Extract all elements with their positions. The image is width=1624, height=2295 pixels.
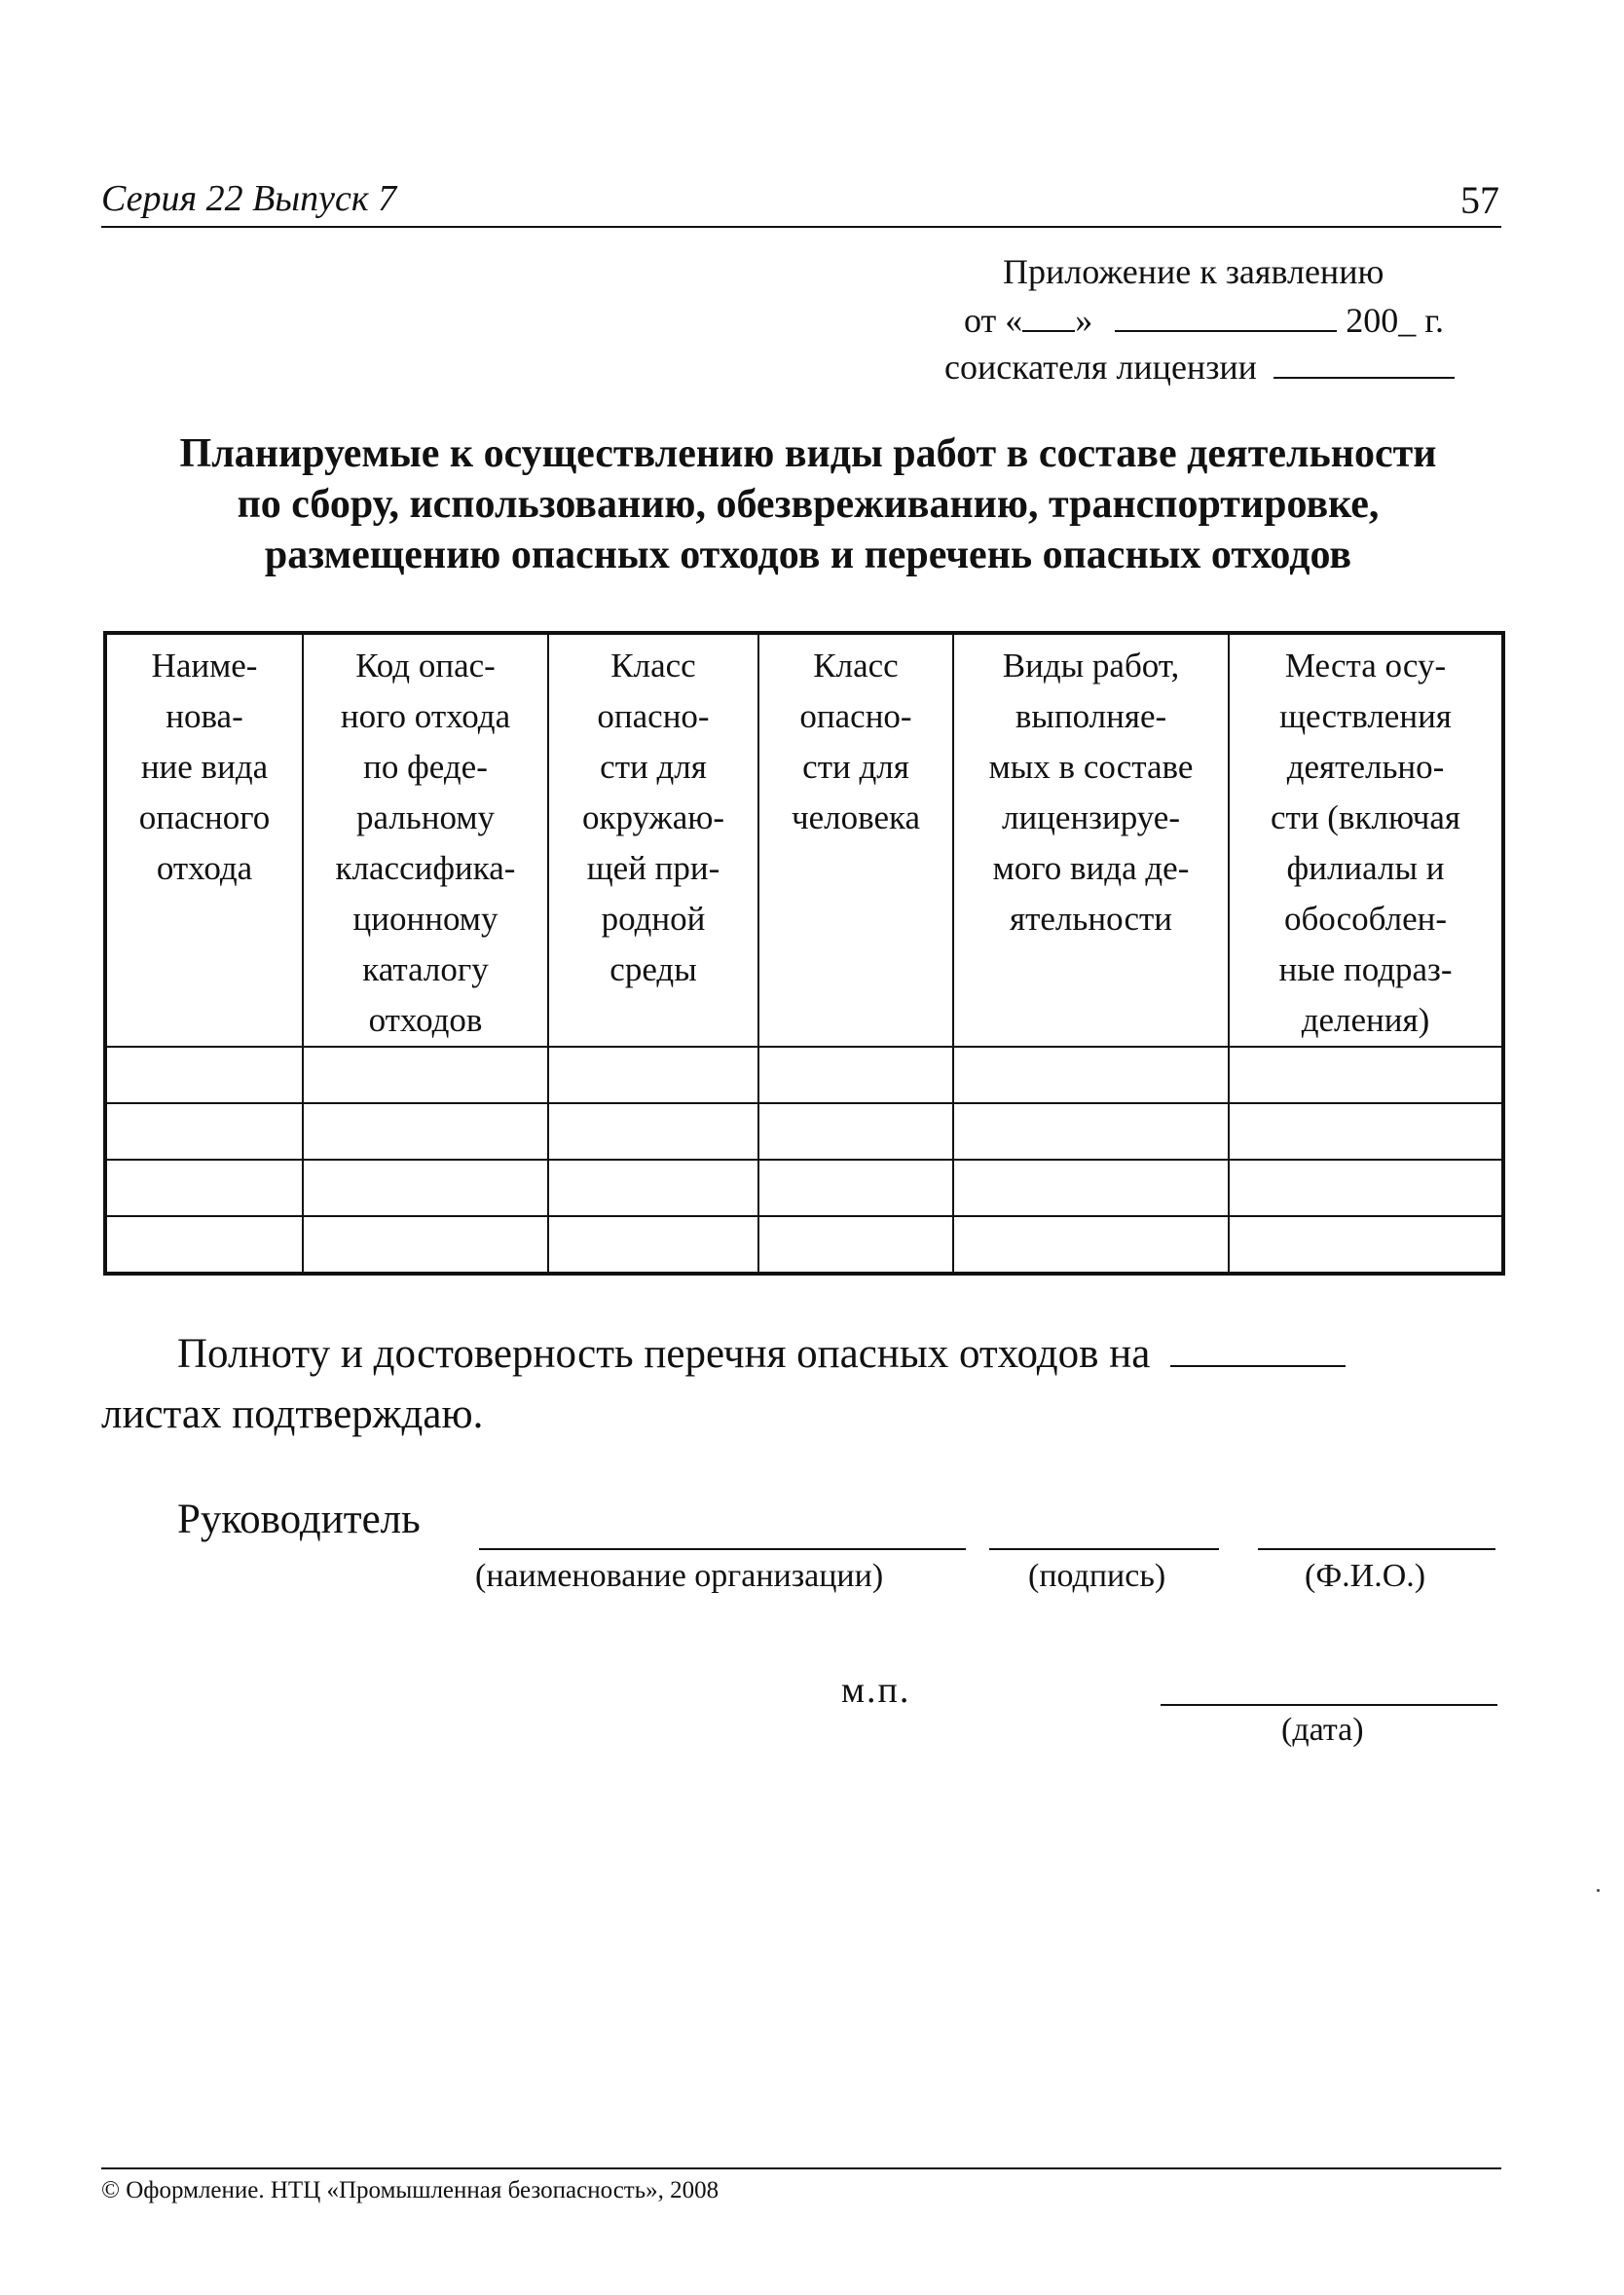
column-header-line: опасного	[138, 798, 271, 836]
organization-name-blank[interactable]	[479, 1548, 966, 1550]
full-name-caption: (Ф.И.О.)	[1305, 1558, 1426, 1594]
table-row	[105, 1103, 1503, 1160]
column-header-line: каталогу	[362, 950, 489, 988]
table-cell[interactable]	[303, 1047, 548, 1103]
page-number: 57	[1460, 178, 1499, 222]
table-cell[interactable]	[548, 1103, 758, 1160]
scan-speck	[1597, 1889, 1600, 1892]
confirmation-text-2: листах подтверждаю.	[101, 1391, 484, 1437]
day-blank[interactable]	[1022, 303, 1075, 332]
footer-divider	[101, 2167, 1501, 2169]
table-cell[interactable]	[1229, 1216, 1503, 1274]
title-line-1: Планируемые к осуществлению виды работ в составе деятельности	[179, 431, 1437, 476]
column-header-5	[953, 633, 1229, 1047]
title-line-3: размещению опасных отходов и перечень опасных отходов	[264, 533, 1352, 577]
title-line-2: по сбору, использованию, обезвреживанию, транспортировке,	[237, 482, 1380, 527]
table-cell[interactable]	[548, 1216, 758, 1274]
header-divider	[101, 226, 1501, 228]
column-header-2	[303, 633, 548, 1047]
column-header-line: отхода	[156, 849, 253, 887]
month-blank[interactable]	[1115, 303, 1337, 332]
signature-blank[interactable]	[989, 1548, 1219, 1550]
table-cell[interactable]	[303, 1160, 548, 1216]
column-header-line: Виды работ,	[1002, 647, 1180, 685]
table-cell[interactable]	[758, 1047, 953, 1103]
column-header-line: ного отхода	[340, 697, 511, 735]
column-header-line: ние вида	[140, 748, 269, 786]
column-header-line: деления)	[1301, 1001, 1430, 1039]
appendix-applicant-line	[944, 347, 1455, 388]
table-row	[105, 1047, 1503, 1103]
column-header-line: Класс	[813, 647, 899, 685]
appendix-date-mid: »	[1075, 301, 1093, 340]
column-header-line: среды	[609, 950, 697, 988]
column-header-line: ционному	[352, 900, 498, 938]
table-body	[105, 1047, 1503, 1274]
column-header-line: человека	[792, 798, 920, 836]
table-cell[interactable]	[758, 1103, 953, 1160]
column-header-line: Класс	[610, 647, 696, 685]
table-row	[105, 1216, 1503, 1274]
table-cell[interactable]	[303, 1216, 548, 1274]
appendix-heading: Приложение к заявлению	[1003, 252, 1384, 291]
date-caption: (дата)	[1281, 1712, 1364, 1748]
head-label: Руководитель	[177, 1497, 421, 1542]
column-header-line: отходов	[368, 1001, 483, 1039]
copyright-footer: © Оформление. НТЦ «Промышленная безопасность», 2008	[101, 2177, 720, 2203]
document-title	[78, 428, 1538, 580]
column-header-line: сти для	[802, 748, 909, 786]
table-row	[105, 1160, 1503, 1216]
confirmation-line-1	[101, 1324, 1513, 1385]
table-cell[interactable]	[758, 1216, 953, 1274]
column-header-line: ятельности	[1009, 900, 1173, 938]
column-header-line: деятельно-	[1286, 748, 1445, 786]
column-header-line: сти (включая	[1270, 798, 1460, 836]
appendix-date-line	[964, 300, 1444, 341]
column-header-line: родной	[601, 900, 706, 938]
table-cell[interactable]	[953, 1216, 1229, 1274]
column-header-line: обособлен-	[1283, 900, 1448, 938]
column-header-line: ральному	[356, 798, 495, 836]
table-cell[interactable]	[105, 1103, 303, 1160]
table-cell[interactable]	[548, 1047, 758, 1103]
column-header-line: по феде-	[363, 748, 488, 786]
column-header-line: сти для	[600, 748, 707, 786]
confirmation-text-1: Полноту и достоверность перечня опасных отходов на	[177, 1331, 1151, 1377]
table-cell[interactable]	[303, 1103, 548, 1160]
column-header-line: классифика-	[335, 849, 516, 887]
column-header-line: опасно-	[799, 697, 912, 735]
date-blank[interactable]	[1161, 1704, 1497, 1706]
appendix-year: 200_ г.	[1346, 301, 1444, 340]
column-header-line: опасно-	[597, 697, 710, 735]
column-header-line: лицензируе-	[1001, 798, 1180, 836]
applicant-blank[interactable]	[1273, 350, 1455, 379]
table-cell[interactable]	[548, 1160, 758, 1216]
table-cell[interactable]	[758, 1160, 953, 1216]
column-header-line: Наиме-	[151, 647, 258, 685]
column-header-line: филиалы и	[1286, 849, 1445, 887]
table-cell[interactable]	[953, 1160, 1229, 1216]
column-header-6	[1229, 633, 1503, 1047]
column-header-line: окружаю-	[581, 798, 725, 836]
applicant-label: соискателя лицензии	[944, 348, 1257, 387]
confirmation-paragraph	[101, 1324, 1513, 1445]
table-cell[interactable]	[953, 1103, 1229, 1160]
table-cell[interactable]	[105, 1047, 303, 1103]
full-name-blank[interactable]	[1258, 1548, 1495, 1550]
organization-caption: (наименование организации)	[475, 1558, 884, 1594]
table-cell[interactable]	[105, 1160, 303, 1216]
column-header-4	[758, 633, 953, 1047]
table-header-row	[105, 633, 1503, 1047]
table-cell[interactable]	[953, 1047, 1229, 1103]
signature-caption: (подпись)	[1028, 1558, 1166, 1594]
table-cell[interactable]	[105, 1216, 303, 1274]
column-header-line: щей при-	[586, 849, 720, 887]
column-header-line: выполняе-	[1015, 697, 1167, 735]
column-header-3	[548, 633, 758, 1047]
hazardous-waste-table	[103, 631, 1505, 1276]
column-header-1	[105, 633, 303, 1047]
column-header-line: Места осу-	[1284, 647, 1447, 685]
column-header-line: мых в составе	[988, 748, 1194, 786]
column-header-line: Код опас-	[355, 647, 496, 685]
sheet-count-blank[interactable]	[1170, 1330, 1346, 1367]
table-cell[interactable]	[1229, 1160, 1503, 1216]
column-header-line: ные подраз-	[1278, 950, 1453, 988]
stamp-place-label: м.п.	[841, 1670, 911, 1711]
table-cell[interactable]	[1229, 1103, 1503, 1160]
column-header-line: нова-	[166, 697, 243, 735]
series-issue-header: Серия 22 Выпуск 7	[101, 178, 397, 219]
column-header-line: мого вида де-	[992, 849, 1190, 887]
column-header-line: ществления	[1279, 697, 1452, 735]
table-cell[interactable]	[1229, 1047, 1503, 1103]
appendix-date-prefix: от «	[964, 301, 1023, 340]
